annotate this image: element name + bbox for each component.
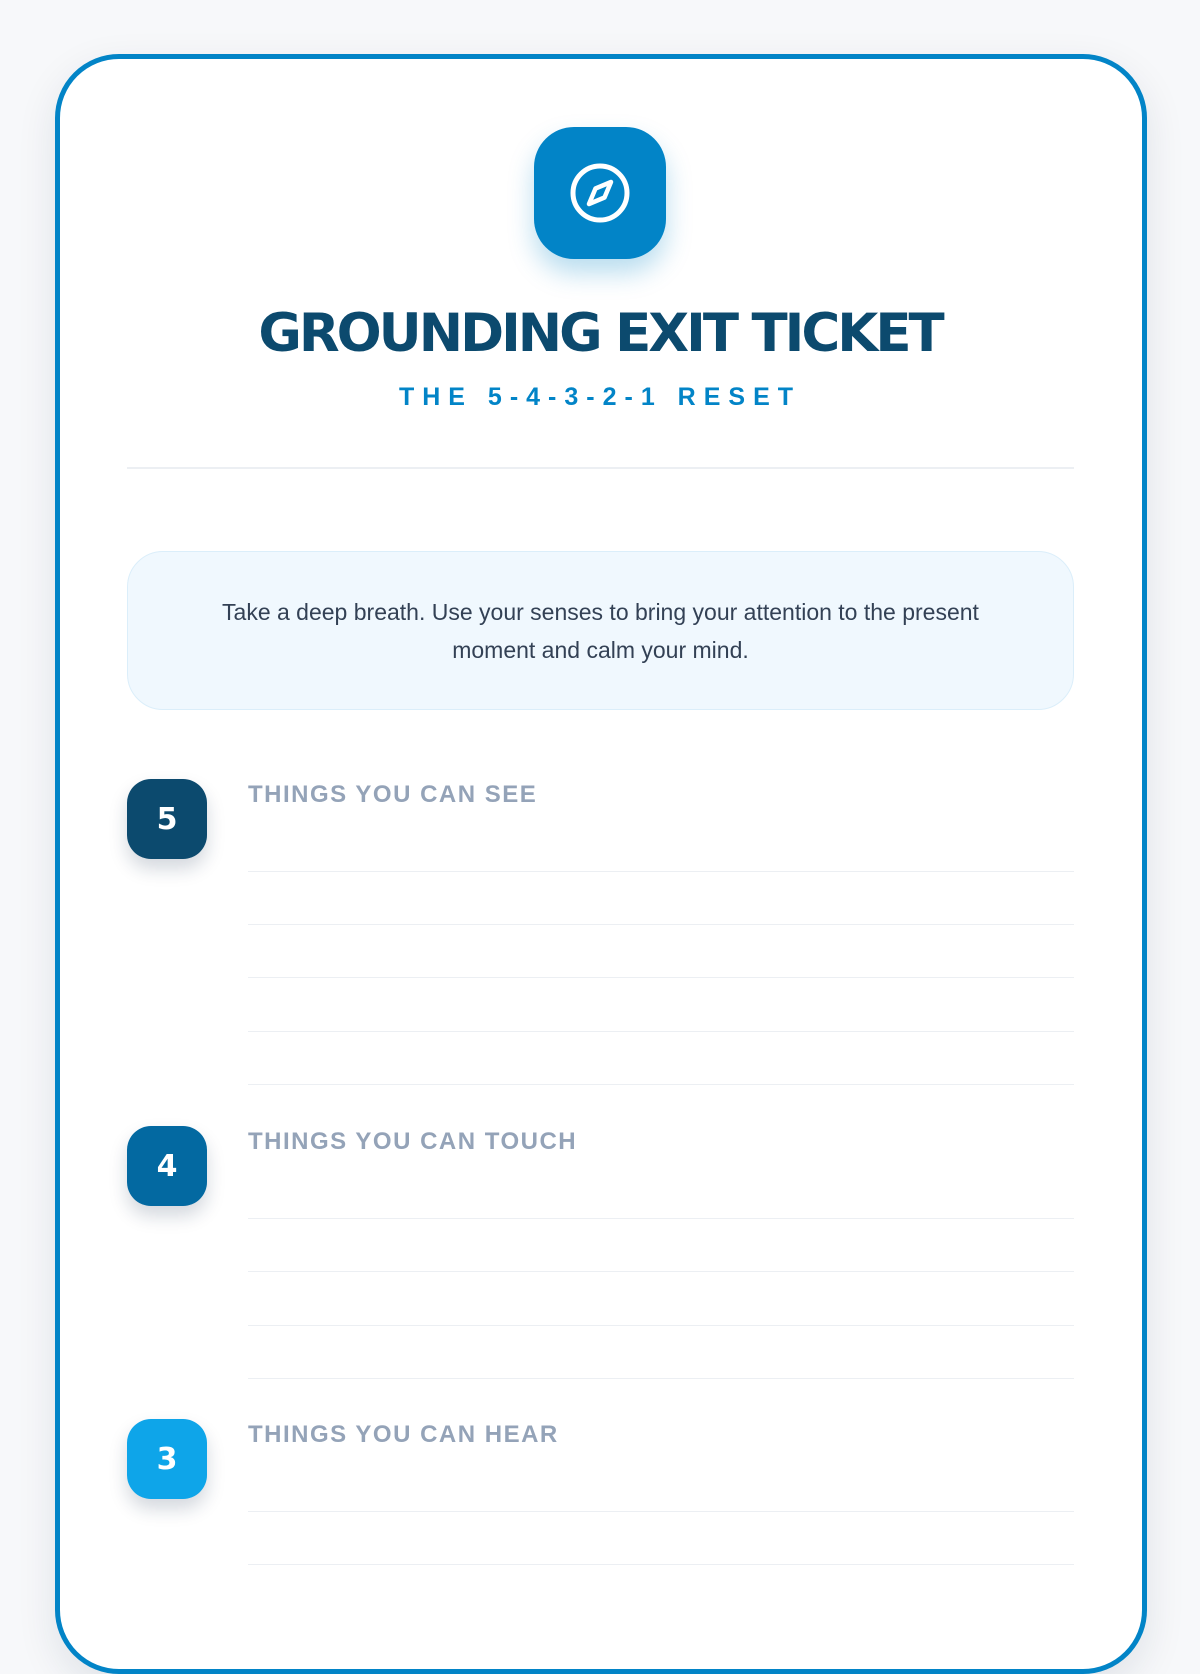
exit-ticket-card [55, 54, 1147, 1674]
answer-line-see-1[interactable] [248, 871, 1074, 872]
page-subtitle: THE 5-4-3-2-1 RESET [398, 383, 802, 411]
answer-line-see-5[interactable] [248, 1084, 1074, 1085]
page-title: GROUNDING EXIT TICKET [258, 303, 942, 364]
intro-text: Take a deep breath. Use your senses to bring your attention to the present moment and calm your mind. [222, 598, 979, 663]
answer-line-see-4[interactable] [248, 1031, 1074, 1032]
answer-line-touch-4[interactable] [248, 1378, 1074, 1379]
compass-icon [569, 162, 631, 224]
answer-line-touch-2[interactable] [248, 1271, 1074, 1272]
answer-line-hear-2[interactable] [248, 1564, 1074, 1565]
step-badge-hear: 3 [127, 1419, 207, 1499]
step-label-hear: THINGS YOU CAN HEAR [248, 1421, 559, 1448]
step-badge-touch: 4 [127, 1126, 207, 1206]
intro-box [127, 551, 1074, 710]
answer-line-touch-1[interactable] [248, 1218, 1074, 1219]
answer-line-hear-1[interactable] [248, 1511, 1074, 1512]
answer-line-touch-3[interactable] [248, 1325, 1074, 1326]
step-badge-see: 5 [127, 779, 207, 859]
answer-line-see-2[interactable] [248, 924, 1074, 925]
step-label-see: THINGS YOU CAN SEE [248, 781, 538, 808]
answer-line-see-3[interactable] [248, 977, 1074, 978]
header-divider [127, 467, 1074, 469]
step-label-touch: THINGS YOU CAN TOUCH [248, 1128, 578, 1155]
logo-tile [534, 127, 666, 259]
